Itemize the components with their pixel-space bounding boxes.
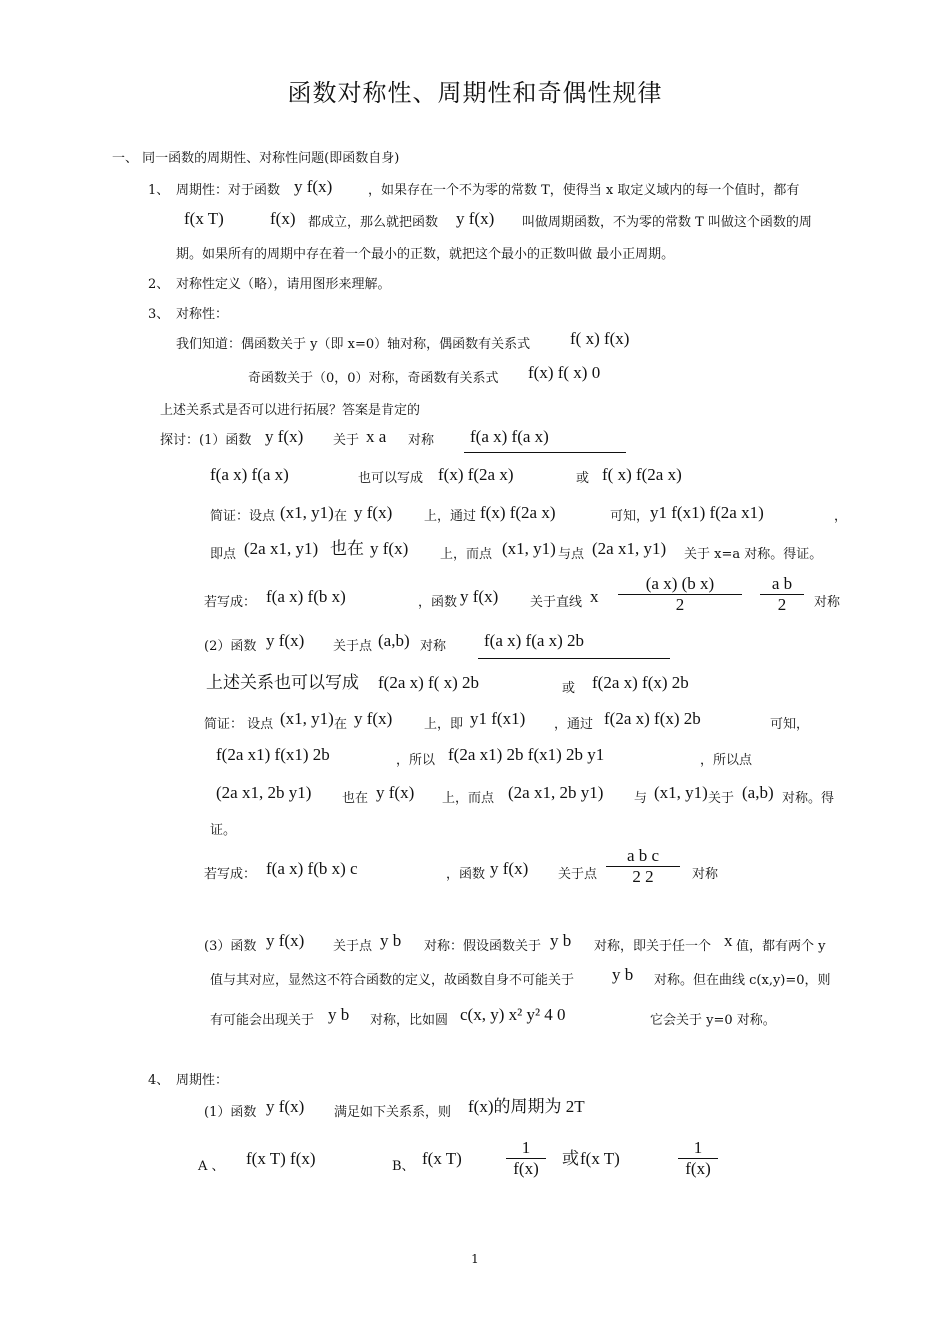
axis-fraction	[618, 574, 742, 615]
center-point-fraction	[606, 846, 680, 887]
option-b-fraction	[506, 1138, 546, 1179]
fraction-numerator: a b c	[626, 846, 660, 865]
even-function-text: 我们知道：偶函数关于 y（即 x=0）轴对称，偶函数有关系式	[176, 337, 531, 352]
proof-math: f(x) f(2a x)	[480, 503, 556, 522]
proof-text: 可知，	[610, 509, 650, 524]
case-2-text: 关于点	[333, 639, 373, 654]
even-function-math: f( x) f(x)	[570, 329, 630, 348]
item-1-math: f(x)	[270, 209, 296, 228]
period-math: f(x)的周期为 2T	[468, 1097, 585, 1116]
extension-text: 上述关系式是否可以进行拓展？答案是肯定的	[160, 403, 421, 418]
proof-math: f(2a x1) 2b f(x1) 2b y1	[448, 745, 605, 764]
case-1-text: 探讨：(1）函数	[160, 433, 252, 448]
option-b-math: f(x T)	[422, 1149, 462, 1168]
period-math: y f(x)	[266, 1097, 305, 1116]
proof-math: f(2a x1) f(x1) 2b	[216, 745, 330, 764]
option-a-label: A 、	[198, 1159, 225, 1174]
option-or-text: 或	[562, 1149, 579, 1169]
proof-math: y f(x)	[370, 539, 409, 558]
item-3-heading: 对称性：	[176, 307, 229, 322]
case-2-general-text: 对称	[692, 867, 719, 882]
proof-text: 与点	[558, 547, 585, 562]
item-1-math: y f(x)	[294, 177, 333, 196]
case-3-math: y b	[550, 931, 572, 950]
proof-text: 在	[334, 717, 348, 732]
proof-math: (2a x1, 2b y1)	[216, 783, 312, 802]
item-1-math: f(x T)	[184, 209, 224, 228]
case-1-text: 对称	[408, 433, 435, 448]
proof-math: (2a x1, y1)	[592, 539, 667, 558]
proof-math: y f(x)	[354, 503, 393, 522]
proof-text: ，	[834, 509, 848, 524]
period-text: (1）函数	[204, 1105, 257, 1120]
case-1-formula: f(a x) f(a x)	[470, 427, 549, 446]
fraction-denominator: 2	[675, 595, 685, 614]
option-b-label: B、	[392, 1159, 415, 1174]
fraction-numerator: 1	[521, 1138, 531, 1157]
case-2-general-math: y f(x)	[490, 859, 529, 878]
proof-math: (a,b)	[742, 783, 774, 802]
case-3-math: y f(x)	[266, 931, 305, 950]
case-1-general-text: 对称	[814, 595, 841, 610]
case-3-text: 关于点	[333, 939, 373, 954]
case-1-general-text: 关于直线	[530, 595, 583, 610]
case-2-math: y f(x)	[266, 631, 305, 650]
case-3-math: y b	[328, 1005, 350, 1024]
item-1-text: ，如果存在一个不为零的常数 T，使得当 x 取定义域内的每一个值时，都有	[368, 183, 800, 198]
item-1-text: 叫做周期函数，不为零的常数 T 叫做这个函数的周	[522, 215, 812, 230]
fraction-numerator: (a x) (b x)	[645, 574, 715, 593]
proof-math: (x1, y1)	[654, 783, 708, 802]
case-2-general-text: 关于点	[558, 867, 598, 882]
option-c-math: f(x T)	[580, 1149, 620, 1168]
page-title: 函数对称性、周期性和奇偶性规律	[287, 79, 663, 107]
proof-text: 上，即	[424, 717, 464, 732]
case-1-general-math: x	[590, 587, 599, 606]
axis-fraction	[760, 574, 804, 615]
proof-text: 即点	[210, 547, 237, 562]
proof-text: 可知，	[770, 717, 810, 732]
case-2-math: (a,b)	[378, 631, 410, 650]
fraction-denominator: f(x)	[513, 1159, 539, 1178]
case-1-math: f(x) f(2a x)	[438, 465, 514, 484]
proof-text: ，所以点	[700, 753, 753, 768]
case-2-formula: f(a x) f(a x) 2b	[484, 631, 585, 650]
proof-math: f(2a x) f(x) 2b	[604, 709, 701, 728]
proof-math: (2a x1, y1)	[244, 539, 319, 558]
item-1-number: 1、	[148, 183, 170, 198]
case-3-math: x	[724, 931, 733, 950]
case-3-text: 值，都有两个 y	[736, 939, 826, 954]
period-text: 满足如下关系系，则	[334, 1105, 452, 1120]
case-2-math: f(2a x) f(x) 2b	[592, 673, 689, 692]
proof-text: 上，通过	[424, 509, 477, 524]
case-1-text: 也可以写成	[358, 471, 424, 486]
proof-text: 与	[634, 791, 648, 806]
fraction-numerator: a b	[771, 574, 793, 593]
case-1-general-text: 若写成：	[204, 595, 257, 610]
proof-text: 关于	[708, 791, 735, 806]
proof-math: (2a x1, 2b y1)	[508, 783, 604, 802]
formula-underline	[464, 452, 626, 453]
case-3-text: 对称：假设函数关于	[424, 939, 542, 954]
option-c-fraction	[678, 1138, 718, 1179]
page-number: 1	[471, 1252, 479, 1266]
case-1-text: 或	[576, 471, 590, 486]
case-3-math: y b	[612, 965, 634, 984]
case-2-math: f(2a x) f( x) 2b	[378, 673, 480, 692]
case-3-text: 对称。但在曲线 c(x,y)=0，则	[654, 973, 831, 988]
case-1-general-math: f(a x) f(b x)	[266, 587, 346, 606]
case-2-text: 上述关系也可以写成	[206, 673, 359, 693]
item-2-text: 对称性定义（略），请用图形来理解。	[176, 277, 391, 292]
section-1-heading: 一、 同一函数的周期性、对称性问题(即函数自身)	[112, 151, 400, 166]
proof-math: (x1, y1)	[502, 539, 556, 558]
item-3-number: 3、	[148, 307, 170, 322]
proof-text: ，所以	[396, 753, 436, 768]
proof-text: 也在	[342, 791, 369, 806]
proof-text: 关于 x=a 对称。得证。	[684, 547, 823, 562]
case-3-text: 它会关于 y=0 对称。	[650, 1013, 776, 1028]
case-2-general-text: 若写成：	[204, 867, 257, 882]
proof-text: 证。	[210, 823, 237, 838]
case-1-general-math: y f(x)	[460, 587, 499, 606]
proof-text: 对称。得	[782, 791, 835, 806]
proof-text: 简证： 设点	[204, 717, 274, 732]
fraction-numerator: 1	[693, 1138, 703, 1157]
item-2-number: 2、	[148, 277, 170, 292]
case-1-math: y f(x)	[265, 427, 304, 446]
item-1-text: 都成立，那么就把函数	[308, 215, 439, 230]
proof-text: 在	[334, 509, 348, 524]
proof-text: 简证：设点	[210, 509, 276, 524]
circle-equation: c(x, y) x² y² 4 0	[460, 1005, 566, 1024]
case-2-text: 对称	[420, 639, 447, 654]
fraction-denominator: 2	[777, 595, 787, 614]
proof-math: y f(x)	[376, 783, 415, 802]
case-2-general-math: f(a x) f(b x) c	[266, 859, 358, 878]
case-3-text: 对称，比如圆	[370, 1013, 449, 1028]
case-3-text: (3）函数	[204, 939, 257, 954]
item-4-heading: 周期性：	[176, 1073, 229, 1088]
odd-function-text: 奇函数关于（0，0）对称，奇函数有关系式	[248, 371, 499, 386]
proof-math: (x1, y1)	[280, 709, 334, 728]
item-4-number: 4、	[148, 1073, 170, 1088]
item-1-math: y f(x)	[456, 209, 495, 228]
case-3-text: 对称，即关于任一个	[594, 939, 712, 954]
proof-text: 也在	[330, 539, 364, 559]
case-1-math: x a	[366, 427, 387, 446]
option-a-math: f(x T) f(x)	[246, 1149, 316, 1168]
case-1-math: f(a x) f(a x)	[210, 465, 289, 484]
case-2-general-text: ，函数	[446, 867, 486, 882]
case-3-math: y b	[380, 931, 402, 950]
fraction-denominator: f(x)	[685, 1159, 711, 1178]
proof-math: (x1, y1)	[280, 503, 334, 522]
case-1-general-text: ，函数	[418, 595, 458, 610]
formula-underline	[478, 658, 670, 659]
proof-math: y1 f(x1) f(2a x1)	[650, 503, 764, 522]
proof-text: ，通过	[554, 717, 594, 732]
case-1-text: 关于	[333, 433, 360, 448]
odd-function-math: f(x) f( x) 0	[528, 363, 601, 382]
item-1-text: 期。如果所有的周期中存在着一个最小的正数，就把这个最小的正数叫做 最小正周期。	[176, 247, 675, 262]
item-1-text: 周期性：对于函数	[176, 183, 281, 198]
case-3-text: 有可能会出现关于	[210, 1013, 315, 1028]
case-3-text: 值与其对应，显然这不符合函数的定义，故函数自身不可能关于	[210, 973, 575, 988]
proof-math: y1 f(x1)	[470, 709, 526, 728]
proof-text: 上，而点	[440, 547, 493, 562]
proof-math: y f(x)	[354, 709, 393, 728]
case-1-math: f( x) f(2a x)	[602, 465, 682, 484]
fraction-denominator: 2 2	[632, 867, 654, 886]
proof-text: 上，而点	[442, 791, 495, 806]
case-2-text: (2）函数	[204, 639, 257, 654]
case-2-text: 或	[562, 681, 576, 696]
